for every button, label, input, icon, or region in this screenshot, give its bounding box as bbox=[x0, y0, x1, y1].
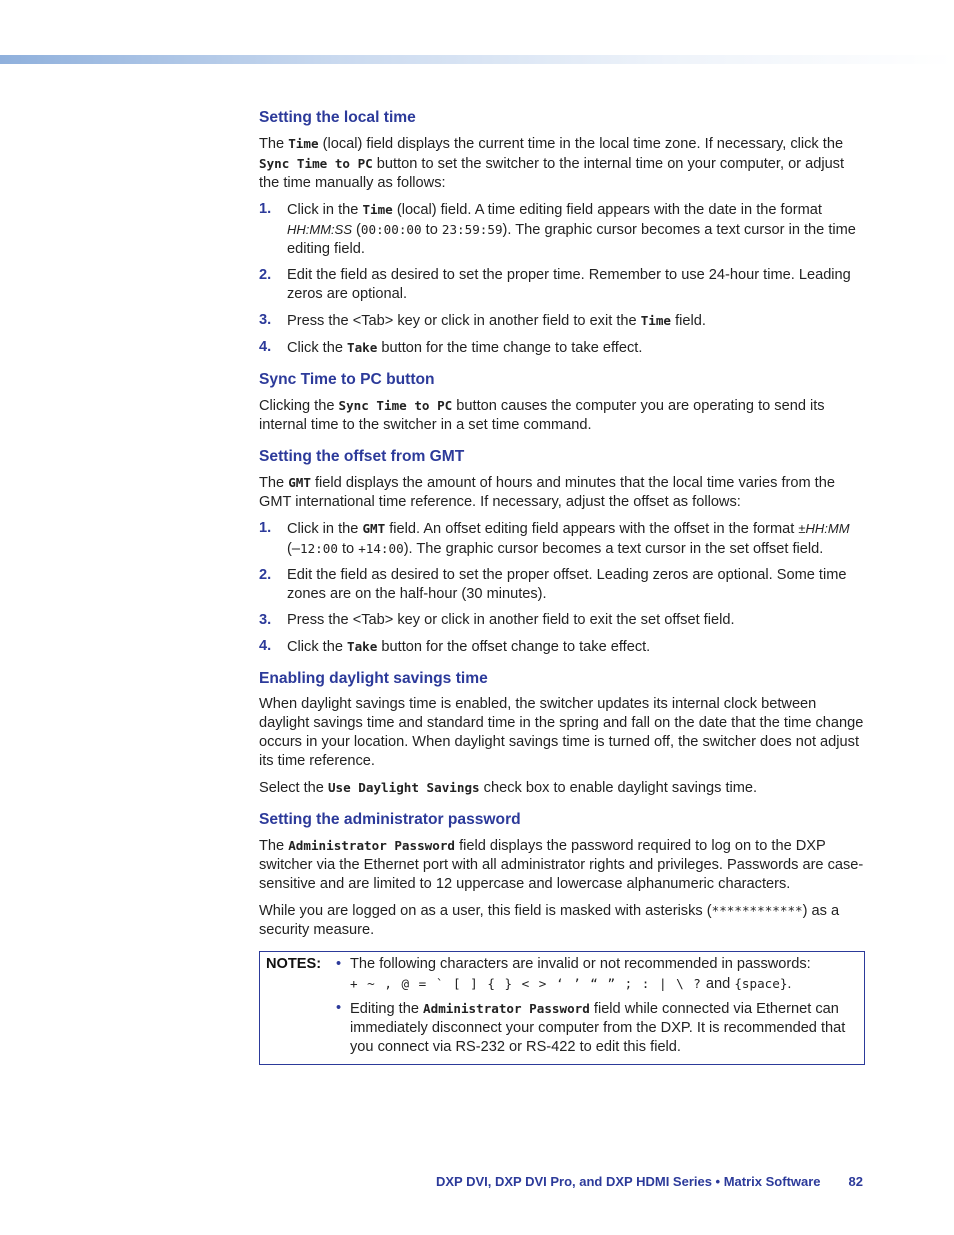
notes-label: NOTES: bbox=[266, 956, 322, 972]
heading-local-time: Setting the local time bbox=[259, 109, 416, 126]
section-sync-time bbox=[259, 370, 865, 435]
header-gradient-bar bbox=[0, 55, 954, 64]
list-item: 2. Edit the field as desired to set the proper time. Remember to use 24-hour time. Leading zeros are optional. bbox=[259, 267, 851, 302]
page-content bbox=[259, 108, 865, 1065]
page-footer bbox=[436, 1172, 863, 1191]
heading-gmt-offset: Setting the offset from GMT bbox=[259, 448, 465, 465]
note-item: • The following characters are invalid or not recommended in passwords: + ~ , @ = ` [ ] { } < > ‘ ’ “ ” ; : | \ ? and {space}. bbox=[336, 956, 811, 992]
steps-list bbox=[259, 519, 865, 657]
page-number: 82 bbox=[848, 1174, 863, 1189]
steps-list bbox=[259, 200, 865, 358]
ui-term: Sync Time to PC bbox=[259, 156, 373, 171]
paragraph: While you are logged on as a user, this field is masked with asterisks (************) as a security measure. bbox=[259, 903, 840, 938]
paragraph: Clicking the Sync Time to PC button causes the computer you are operating to send its internal time to the switcher in a set time command. bbox=[259, 398, 825, 433]
list-item: 3. Press the <Tab> key or click in another field to exit the Time field. bbox=[259, 312, 706, 329]
notes-box bbox=[259, 951, 865, 1065]
bullet-icon: • bbox=[336, 956, 342, 972]
invalid-characters: + ~ , @ = ` [ ] { } < > ‘ ’ “ ” ; : | \ ? bbox=[350, 976, 702, 991]
bullet-icon: • bbox=[336, 1000, 342, 1016]
paragraph: The GMT field displays the amount of hours and minutes that the local time varies from the GMT international time reference. If necessary, adjust the offset as follows: bbox=[259, 475, 835, 510]
list-item: 3. Press the <Tab> key or click in another field to exit the set offset field. bbox=[259, 612, 735, 628]
heading-daylight-savings: Enabling daylight savings time bbox=[259, 670, 488, 687]
list-item: 1. Click in the GMT field. An offset editing field appears with the offset in the format ±HH:MM (–12:00 to +14:00). The graphic cursor becomes a text cursor in the set offset field. bbox=[259, 520, 850, 557]
heading-sync-time: Sync Time to PC button bbox=[259, 371, 435, 388]
heading-admin-password: Setting the administrator password bbox=[259, 811, 521, 828]
note-item: • Editing the Administrator Password field while connected via Ethernet can immediately disconnect your computer from the DXP. It is recommended that you connect via RS-232 or RS-422 to edit this field. bbox=[336, 1000, 846, 1055]
section-local-time bbox=[259, 108, 865, 358]
list-item: 2. Edit the field as desired to set the proper offset. Leading zeros are optional. Some time zones are on the half-hour (30 minutes). bbox=[259, 567, 847, 602]
list-item: 4. Click the Take button for the offset change to take effect. bbox=[259, 638, 651, 655]
paragraph: When daylight savings time is enabled, the switcher updates its internal clock between daylight savings time and standard time in the spring and fall on the date that the time change occurs in your location. When daylight savings time is turned off, the switcher does not adjust its time reference. bbox=[259, 696, 864, 769]
list-item: 4. Click the Take button for the time change to take effect. bbox=[259, 339, 643, 356]
ui-term: Time bbox=[288, 136, 319, 151]
section-daylight-savings bbox=[259, 669, 865, 798]
paragraph: The Administrator Password field displays the password required to log on to the DXP switcher via the Ethernet port with all administrator rights and privileges. Passwords are case-sensitive and are limited to 12 uppercase and lowercase alphanumeric characters. bbox=[259, 838, 864, 892]
paragraph: Select the Use Daylight Savings check box to enable daylight savings time. bbox=[259, 780, 758, 796]
footer-title: DXP DVI, DXP DVI Pro, and DXP HDMI Series • Matrix Software bbox=[435, 1174, 821, 1189]
section-gmt-offset bbox=[259, 447, 865, 657]
section-admin-password bbox=[259, 810, 865, 940]
list-item: 1. Click in the Time (local) field. A time editing field appears with the date in the format HH:MM:SS (00:00:00 to 23:59:59). The graphic cursor becomes a text cursor in the time editing field. bbox=[259, 201, 856, 257]
paragraph: The Time (local) field displays the current time in the local time zone. If necessary, click the Sync Time to PC button to set the switcher to the internal time on your computer, or adjust the time manually as follows: bbox=[259, 136, 845, 191]
